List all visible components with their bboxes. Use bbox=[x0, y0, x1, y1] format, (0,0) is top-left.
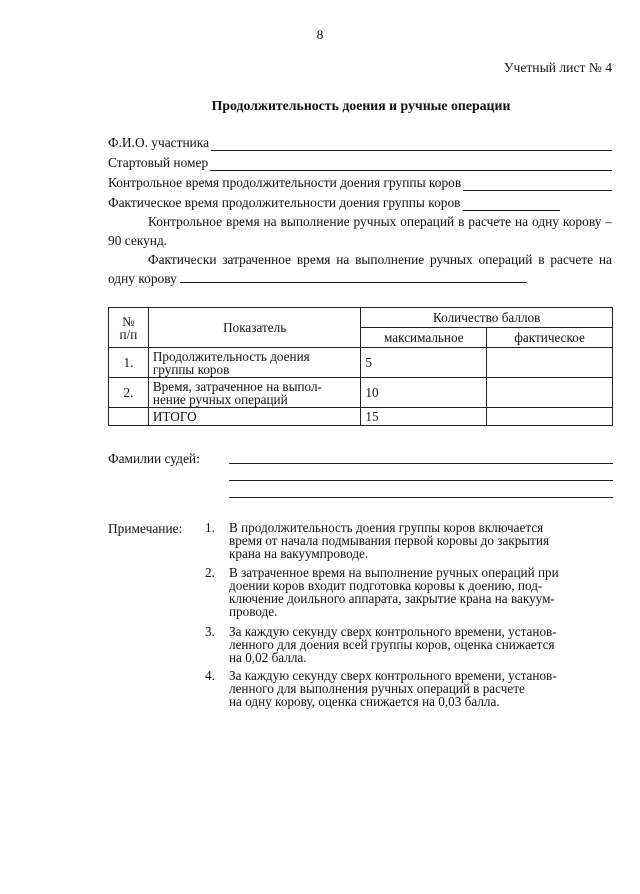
participant-field bbox=[108, 135, 612, 151]
score-table bbox=[108, 307, 613, 426]
total-label: ИТОГО bbox=[148, 408, 361, 426]
table-row bbox=[109, 348, 613, 378]
indicator-header: Показатель bbox=[148, 308, 361, 348]
actual-time-label: Фактическое время продолжительности доения группы коров bbox=[108, 195, 461, 210]
note-number: 2. bbox=[205, 565, 215, 580]
max-header: максимальное bbox=[361, 328, 487, 348]
participant-line[interactable] bbox=[211, 138, 612, 151]
note-number: 3. bbox=[205, 624, 215, 639]
actual-manual-text bbox=[108, 250, 612, 288]
row-actual-points[interactable] bbox=[487, 378, 613, 408]
judge-line[interactable] bbox=[229, 480, 613, 481]
row-actual-points[interactable] bbox=[487, 348, 613, 378]
start-number-label: Стартовый номер bbox=[108, 155, 209, 170]
table-row bbox=[109, 378, 613, 408]
num-header: № п/п bbox=[109, 308, 149, 348]
points-header: Количество баллов bbox=[361, 308, 613, 328]
sheet-label: Учетный лист № 4 bbox=[503, 60, 612, 75]
actual-time-line[interactable] bbox=[463, 198, 560, 211]
note-number: 4. bbox=[205, 668, 215, 683]
row-number: 2. bbox=[109, 378, 149, 408]
judge-line[interactable] bbox=[229, 463, 613, 464]
row-indicator: Продолжительность доения группы коров bbox=[148, 348, 361, 378]
actual-time-field bbox=[108, 195, 612, 211]
actual-manual-line[interactable] bbox=[180, 270, 527, 283]
note-item: 2. В затраченное время на выполнение ручных операций при доении коров входит подготовка коровы к доению, под- ключение доильного аппарата, закрытие крана на вакуум- проводе. bbox=[205, 565, 559, 619]
row-number: 1. bbox=[109, 348, 149, 378]
control-time-field bbox=[108, 175, 612, 191]
note-item: 3. За каждую секунду сверх контрольного времени, установ- ленного для доения всей группы коров, оценка снижается на 0,02 балла. bbox=[205, 624, 557, 665]
row-max-points: 10 bbox=[361, 378, 487, 408]
total-max-points: 15 bbox=[361, 408, 487, 426]
total-row bbox=[109, 408, 613, 426]
start-number-field bbox=[108, 155, 612, 171]
control-time-label: Контрольное время продолжительности доения группы коров bbox=[108, 175, 462, 190]
note-item: 4. За каждую секунду сверх контрольного времени, установ- ленного для выполнения ручных операций в расчете на одну корову, оценка снижается на 0,03 балла. bbox=[205, 668, 557, 709]
note-item: 1. В продолжительность доения группы коров включается время от начала подмывания первой коровы до закрытия крана на вакуумпроводе. bbox=[205, 520, 550, 561]
note-label: Примечание: bbox=[108, 521, 183, 536]
row-max-points: 5 bbox=[361, 348, 487, 378]
page-number: 8 bbox=[316, 27, 324, 42]
row-indicator: Время, затраченное на выпол- нение ручных операций bbox=[148, 378, 361, 408]
control-manual-text: Контрольное время на выполнение ручных операций в расчете на одну корову – 90 секунд. bbox=[108, 214, 612, 248]
actual-manual-label: Фактически затраченное время на выполнение ручных операций в расчете на одну корову bbox=[108, 252, 612, 286]
actual-header: фактическое bbox=[487, 328, 613, 348]
page-title: Продолжительность доения и ручные операции bbox=[211, 98, 511, 113]
control-time-line[interactable] bbox=[463, 178, 612, 191]
note-number: 1. bbox=[205, 520, 215, 535]
participant-label: Ф.И.О. участника bbox=[108, 135, 210, 150]
judge-line[interactable] bbox=[229, 497, 613, 498]
start-number-line[interactable] bbox=[210, 158, 612, 171]
judges-label: Фамилии судей: bbox=[108, 451, 200, 466]
total-actual-points[interactable] bbox=[487, 408, 613, 426]
